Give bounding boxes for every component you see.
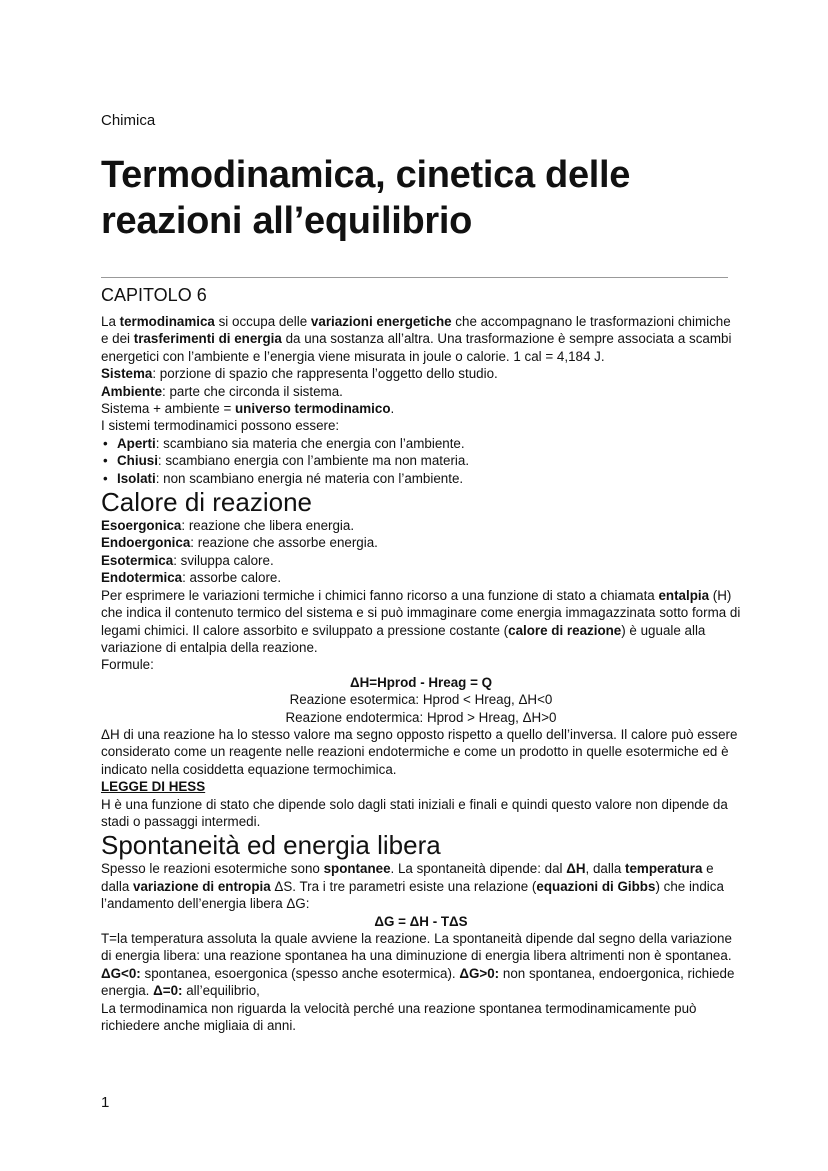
text-run: (H) che indica il contenuto termico del sistema e si può immaginare come energia immagazzinata sotto forma di legami chimici. Il calore assorbito e sviluppato a pressione costante ( <box>101 587 741 638</box>
spontaneity-paragraph <box>101 860 741 912</box>
text-run: e dalla <box>101 861 714 894</box>
bold-term: Sistema <box>101 366 153 382</box>
bold-term: ΔH=Hprod - Hreag = Q <box>349 674 493 690</box>
bold-term: Esotermica <box>101 552 174 568</box>
section-heading-spontaneita: Spontaneità ed energia libera <box>101 830 441 861</box>
text-run: ) che indica l’andamento dell’energia libera ΔG: <box>101 878 724 912</box>
bold-term: Esoergonica <box>101 518 182 534</box>
page-number: 1 <box>101 1094 110 1111</box>
text-run: da una sostanza all’altra. Una trasformazione è sempre associata a scambi energetici con l’ambiente e l’energia viene misurata in joule o calorie. 1 cal = 4,184 J. <box>101 331 732 364</box>
bold-term: Endoergonica <box>101 535 191 551</box>
definition-ambiente <box>101 383 741 400</box>
text-run: : scambiano energia con l’ambiente ma non materia. <box>157 453 470 469</box>
text-run: : non scambiano energia né materia con l’ambiente. <box>155 470 464 486</box>
bold-term: calore di reazione <box>508 622 622 638</box>
bold-term: Endotermica <box>101 570 183 586</box>
bold-term: Chiusi <box>117 453 158 469</box>
section-heading-calore: Calore di reazione <box>101 487 313 518</box>
text-run: . La spontaneità dipende: dal <box>390 861 567 877</box>
text-run: si occupa delle <box>214 314 311 329</box>
bold-term: ΔH <box>566 861 586 877</box>
text-run: , dalla <box>585 861 625 877</box>
definition-sistema <box>101 365 741 382</box>
hess-heading <box>101 778 741 795</box>
text-run: : reazione che libera energia. <box>181 518 355 534</box>
bold-term: trasferimenti di energia <box>133 331 282 347</box>
formula-endothermic: Reazione endotermica: Hprod > Hreag, ΔH>0 <box>285 709 557 725</box>
text-run: : scambiano sia materia che energia con l’ambiente. <box>155 435 465 451</box>
text-run: : parte che circonda il sistema. <box>162 383 343 399</box>
bold-term: termodinamica <box>119 314 215 329</box>
delta-h-paragraph: ΔH di una reazione ha lo stesso valore ma segno opposto rispetto a quello dell’inversa. Il calore può essere considerato come un reagente nelle reazioni endotermiche e come un prodotto in quelle esotermiche ed è indicato nella cosiddetta equazione termochimica. <box>101 726 738 777</box>
definition-universo <box>101 400 741 417</box>
definition-row <box>101 517 741 534</box>
chapter-label: CAPITOLO 6 <box>101 285 207 305</box>
bold-term: entalpia <box>658 587 710 603</box>
bold-term: variazione di entropia <box>133 878 271 894</box>
intro-paragraph <box>101 313 741 365</box>
systems-list <box>101 435 741 487</box>
bold-term: ΔG<0: <box>101 965 141 981</box>
text-run: che accompagnano le trasformazioni chimiche e dei <box>101 314 731 347</box>
list-item <box>101 470 741 487</box>
text-run: all’equilibrio, <box>182 983 260 999</box>
text-run: T=la temperatura assoluta la quale avviene la reazione. La spontaneità dipende dal segno della variazione di energia libera: una reazione spontanea ha una diminuzione di energia libera altrimenti non è spontanea. <box>101 931 732 964</box>
kinetics-note: La termodinamica non riguarda la velocità perché una reazione spontanea termodinamicamente può richiedere anche migliaia di anni. <box>101 1000 697 1034</box>
systems-intro: I sistemi termodinamici possono essere: <box>101 418 340 434</box>
text-run: : reazione che assorbe energia. <box>190 535 378 551</box>
bold-term: spontanee <box>323 861 391 877</box>
text-run: La <box>101 314 120 329</box>
bold-term: variazioni energetiche <box>310 314 452 329</box>
hess-paragraph: H è una funzione di stato che dipende solo dagli stati iniziali e finali e quindi questo valore non dipende da stadi o passaggi intermedi. <box>101 796 728 829</box>
text-run: . <box>390 401 395 417</box>
formula-enthalpy <box>101 674 741 691</box>
list-item <box>101 452 741 469</box>
text-run: ΔS. Tra i tre parametri esiste una relazione ( <box>270 878 537 894</box>
bold-term: universo termodinamico <box>234 401 391 417</box>
underlined-label: LEGGE DI HESS <box>101 779 206 795</box>
formula-gibbs <box>101 913 741 930</box>
bold-term: ΔG = ΔH - TΔS <box>374 913 468 929</box>
definition-row <box>101 552 741 569</box>
formulas-label: Formule: <box>101 657 154 673</box>
bold-term: Ambiente <box>101 383 163 399</box>
text-run: Sistema + ambiente = <box>101 401 235 417</box>
gibbs-paragraph <box>101 930 741 1000</box>
title-divider <box>101 277 728 278</box>
bold-term: Aperti <box>117 435 156 451</box>
text-run: ) è uguale alla variazione di entalpia della reazione. <box>101 622 706 655</box>
bold-term: Isolati <box>117 470 156 486</box>
page-title: Termodinamica, cinetica delle reazioni all’equilibrio <box>101 154 631 242</box>
text-run: spontanea, esoergonica (spesso anche esotermica). <box>140 965 460 981</box>
text-run: Per esprimere le variazioni termiche i chimici fanno ricorso a una funzione di stato a chiamata <box>101 587 659 603</box>
formula-exothermic: Reazione esotermica: Hprod < Hreag, ΔH<0 <box>289 692 553 708</box>
bold-term: ΔG>0: <box>459 965 500 981</box>
bold-term: temperatura <box>625 861 703 877</box>
text-run: : sviluppa calore. <box>173 552 274 568</box>
definition-row <box>101 569 741 586</box>
bold-term: equazioni di Gibbs <box>536 878 656 894</box>
text-run: : porzione di spazio che rappresenta l’oggetto dello studio. <box>152 366 498 382</box>
main-content <box>101 313 741 1034</box>
text-run: non spontanea, endoergonica, richiede energia. <box>101 965 735 999</box>
definition-row <box>101 534 741 551</box>
list-item <box>101 435 741 452</box>
text-run: Spesso le reazioni esotermiche sono <box>101 861 324 877</box>
text-run: : assorbe calore. <box>182 570 282 586</box>
entalpia-paragraph <box>101 587 741 657</box>
subject-label: Chimica <box>101 112 156 129</box>
bold-term: Δ=0: <box>153 983 183 999</box>
